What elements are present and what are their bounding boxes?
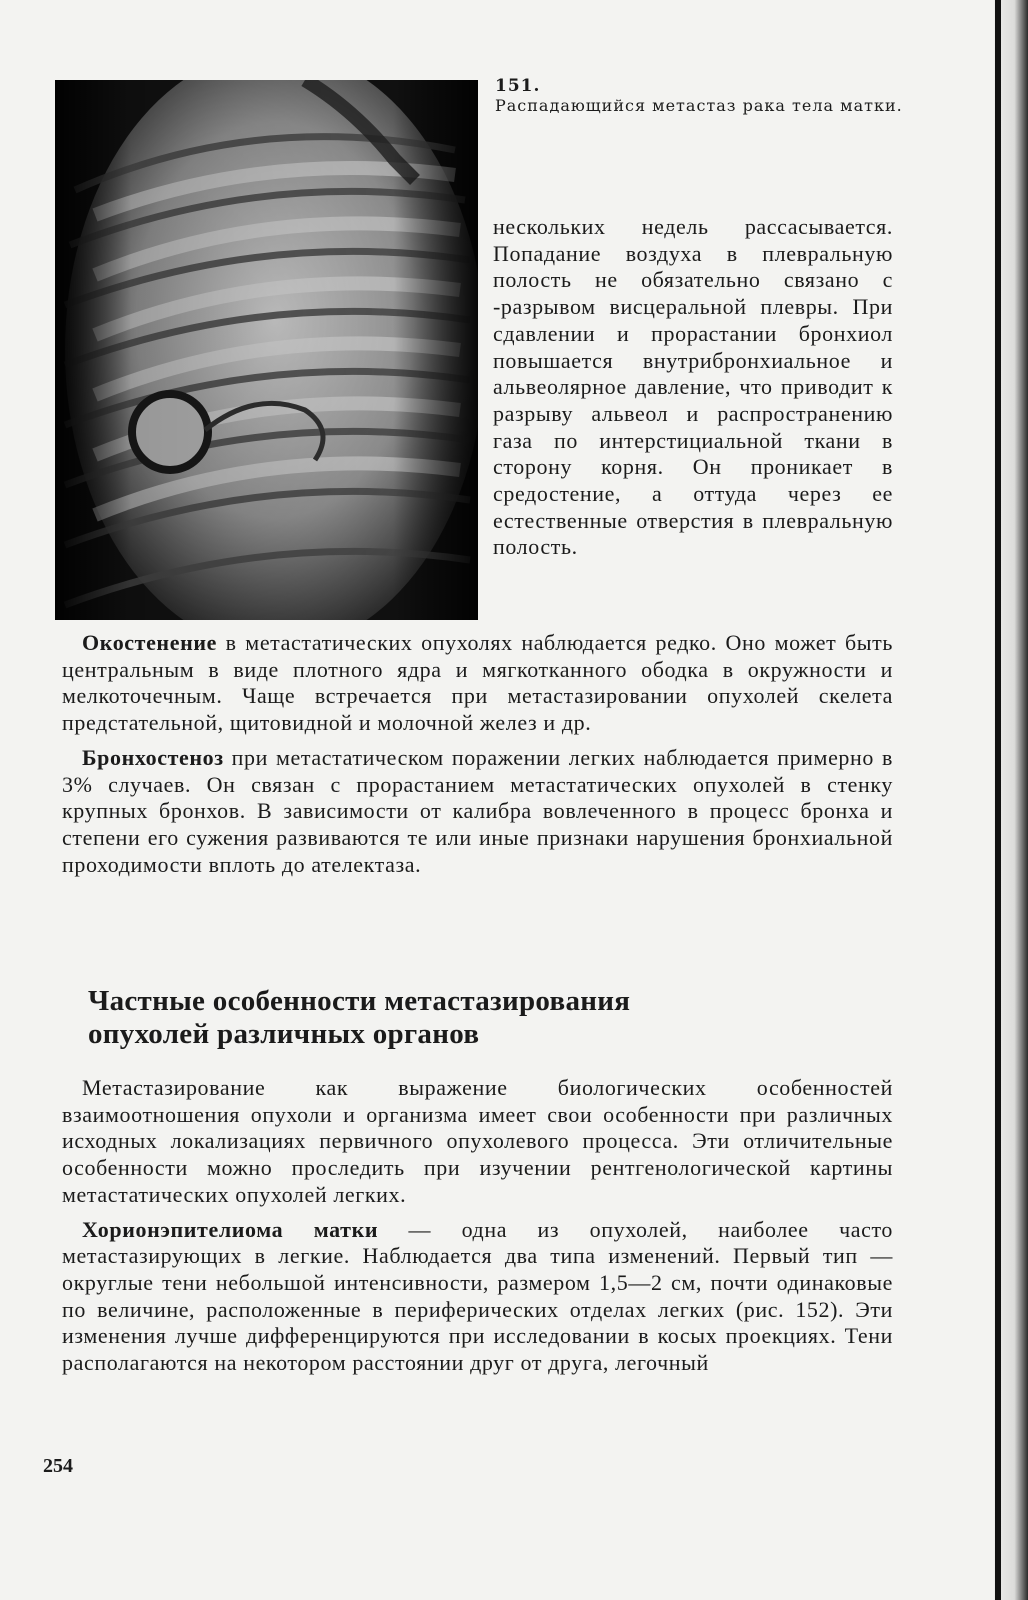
figure-number: 151.	[495, 76, 541, 96]
chorionepithelioma-text: — одна из опухолей, наиболее часто метастазирующих в легкие. Наблюдается два типа изменений. Первый тип — округлые тени небольшой интенсивности, размером 1,5—2 см, почти одинаковые по величине, расположенные в периферических отделах легких (рис. 152). Эти изменения лучше дифференцируются при исследовании в косых проекциях. Тени располагаются на некотором расстоянии друг от друга, легочный	[62, 1216, 893, 1376]
xray-image	[55, 80, 478, 620]
section-heading-line1: Частные особенности метастазирования	[88, 985, 631, 1017]
section-heading-line2: опухолей различных органов	[88, 1018, 480, 1050]
ossification-paragraph	[62, 630, 893, 737]
section-body	[62, 1075, 893, 1377]
ossification-term: Окостенение	[82, 630, 217, 655]
figure-caption	[495, 76, 915, 116]
figure-caption-text: Распадающийся метастаз рака тела матки.	[495, 96, 903, 115]
chorionepithelioma-paragraph	[62, 1217, 893, 1377]
xray-figure	[55, 80, 478, 620]
bronchostenosis-paragraph	[62, 745, 893, 879]
section-heading	[88, 985, 888, 1051]
chorionepithelioma-term: Хорионэпителиома матки	[82, 1216, 379, 1242]
intro-paragraph: Метастазирование как выражение биологических особенностей взаимоотношения опухоли и организма имеет свои особенности при различных исходных локализациях первичного опухолевого процесса. Эти отличительные особенности можно проследить при изучении рентгенологической картины метастатических опухолей легких.	[62, 1075, 893, 1207]
page-edge-shadow	[995, 0, 1001, 1600]
column-paragraph	[493, 214, 893, 561]
bronchostenosis-term: Бронхостеноз	[82, 744, 224, 770]
bronchostenosis-text: при метастатическом поражении легких наблюдается примерно в 3% случаев. Он связан с прорастанием метастатических опухолей в стенку крупных бронхов. В зависимости от калибра вовлеченного в процесс бронха и степени его сужения развиваются те или иные признаки нарушения бронхиальной проходимости вплоть до ателектаза.	[62, 744, 893, 877]
column-paragraph-text: нескольких недель рассасывается. Попадание воздуха в плевральную полость не обязательно связано с -разрывом висцеральной плевры. При сдавлении и прорастании бронхиол повышается внутрибронхиальное и альвеолярное давление, что приводит к разрыву альвеол и распространению газа по интерстициальной ткани в сторону корня. Он проникает в средостение, а оттуда через ее естественные отверстия в плевральную полость.	[493, 214, 893, 560]
ossification-text: в метастатических опухолях наблюдается редко. Оно может быть центральным в виде плотного ядра и мягкотканного ободка в окружности и мелкоточечным. Чаще встречается при метастазировании опухолей скелета предстательной, щитовидной и молочной желез и др.	[62, 630, 893, 736]
ossification-block	[62, 630, 893, 878]
page-number: 254	[43, 1455, 73, 1477]
